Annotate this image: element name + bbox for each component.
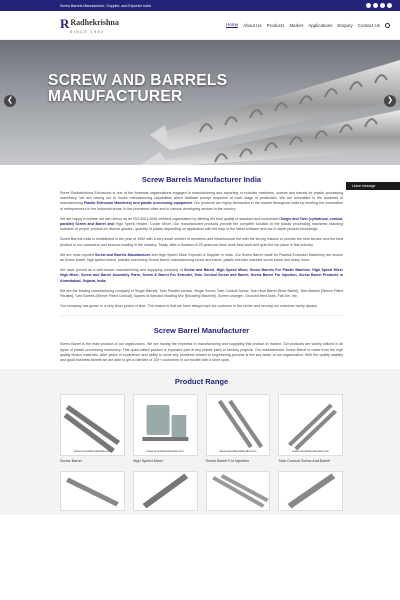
logo-since: SINCE 1992: [70, 29, 105, 34]
search-icon[interactable]: [385, 23, 390, 28]
logo-text: Radhekrishna: [70, 18, 119, 27]
intro-p2-bold[interactable]: Single and Twin (cylindrical, conical, parallel) Screw and Barrel and: [60, 216, 344, 227]
tagline: Screw Barrels Manufacturer, Supplier, and Exporter India: [60, 3, 151, 8]
product-card[interactable]: [278, 394, 343, 463]
product-card[interactable]: [133, 394, 198, 463]
leave-message-button[interactable]: Leave message: [346, 182, 400, 190]
product-image[interactable]: [60, 471, 125, 511]
intro-p2: We are happy to initiate our own venue as an ISO 9001:2008 certified organization by offering the best quality of standard and customized: [60, 216, 280, 221]
product-card[interactable]: [133, 471, 198, 511]
logo[interactable]: [60, 17, 119, 34]
product-image[interactable]: [206, 471, 271, 511]
product-card[interactable]: [60, 471, 125, 511]
product-name[interactable]: High Speed Mixer: [132, 459, 163, 464]
manufacturer-paragraph: Screw Barrel is the main product of our organization. We are having the expertise in manufacturing and supplying this product in market. Our products are widely utilized in all types of plastic processing machinery. This quick-witted product is expected part of any plastic plant or turnkey projects. Our manufactured Screw Barrel is made from the high quality Mosco materials. After years of experience and ability to solve any problems related to engineering process is the key factor of our organization. With the quality stability and good business beliefs we are able to get a clientele of 100+ customers in our bucket with a short span.: [60, 342, 343, 363]
product-image[interactable]: [278, 394, 343, 456]
top-bar: [0, 0, 400, 11]
social-links: [366, 3, 392, 8]
intro-section: [0, 175, 400, 363]
intro-paragraph: [60, 253, 343, 263]
product-image[interactable]: [60, 394, 125, 456]
nav-products[interactable]: Products: [266, 22, 285, 28]
intro-paragraph: [60, 268, 343, 284]
nav-home[interactable]: Home: [226, 22, 239, 27]
divider: [60, 315, 343, 316]
slider-prev-icon[interactable]: ❮: [4, 95, 16, 107]
product-card[interactable]: [206, 394, 271, 463]
product-watermark: www.screwbarrelsindia.com: [219, 449, 257, 454]
nav-contact[interactable]: Contact Us: [357, 22, 380, 28]
product-image[interactable]: [133, 394, 198, 456]
hero-title-line2: MANUFACTURER: [48, 88, 183, 106]
nav-enquiry[interactable]: Enquiry: [337, 22, 353, 28]
intro-title: Screw Barrels Manufacturer India: [141, 175, 262, 184]
product-card[interactable]: [60, 394, 125, 463]
intro-p4-end: and High Speed Mixer Exporter & Supplier in India. Our Screw Barrel made for Plastics Extrusion Machinery are known as Screw barrel, high speed mixers, plastics machinery Screw Barrel, manufacturing screw and barrel, plastic extruder machine screw barrel and many more.: [60, 252, 344, 263]
intro-p5: We have proved as a well-known manufacturing and supplying company of: [60, 268, 183, 273]
product-image[interactable]: [278, 471, 343, 511]
nav-market[interactable]: Market: [289, 22, 304, 28]
hero-title-line1: SCREW AND BARRELS: [48, 72, 228, 89]
main-nav: [226, 22, 390, 28]
intro-paragraph: Screw Barrels India is established in the year of 1992 with a very small number of members and infrastructure but with the strong mission to provide the best service and the best product to our customers and become leading in the industry. Today, after a duration of 25 years we have done best work and grab the top place in this industry.: [60, 237, 343, 247]
hero-banner: [0, 40, 400, 165]
slider-next-icon[interactable]: ❯: [384, 95, 396, 107]
hero-title: [48, 73, 227, 106]
nav-applications[interactable]: Applications: [308, 22, 333, 28]
facebook-icon[interactable]: [366, 3, 371, 8]
site-header: [0, 11, 400, 40]
product-image[interactable]: [133, 471, 198, 511]
intro-p4: We are most reputed: [60, 252, 94, 257]
product-name[interactable]: Screw Barrel: [60, 459, 82, 464]
product-card[interactable]: [206, 471, 271, 511]
intro-p1: Shree Radhekrishna Extrusions is one of the foremost organizations engaged in manufacturing and exporting of extruder machines, screws and barrels for plastic processing machinery. We are having our in house manufacturing capabilities which facilitate prompt response at each stage of production. We are committed in the business of manufacturing: [60, 191, 343, 206]
linkedin-icon[interactable]: [380, 3, 385, 8]
intro-paragraph: Our company has grown in a very short period of time. The reason is that we have always kept our customer in the center and serving our customer nicely always.: [60, 304, 318, 309]
product-grid-row2: [60, 471, 343, 511]
product-grid: [60, 394, 343, 463]
intro-p5-bold[interactable]: Screw and Barrel, High Speed Mixer, Screw Barrels For Plastic Machine, High Speed Mixer High Mixer, Screw and Barrel Assembly Parts, Screw & Barrel For Extruder, Twin Conical Screw and Barrel, Screw Barrel For Injection, Screw Barrel Products in Ahmedabad, Gujarat, India.: [60, 268, 343, 283]
intro-p4-bold[interactable]: Screw and Barrels Manufacturer: [94, 252, 151, 257]
youtube-icon[interactable]: [387, 3, 392, 8]
product-watermark: www.screwbarrelsindia.com: [146, 449, 184, 454]
intro-p1-end: Our products are highly demanded in the market throughout India by meeting the necessities of entrepreneurs in the industrial areas, in the prominent cities and in various developing sectors in the country.: [60, 201, 344, 211]
nav-about[interactable]: About Us: [243, 22, 262, 28]
product-watermark: www.screwbarrelsindia.com: [73, 449, 111, 454]
product-name[interactable]: Screw Barrel For Injection: [205, 459, 250, 464]
product-name[interactable]: Twin Conical Screw And Barrel: [278, 459, 331, 464]
intro-p1-bold[interactable]: Plastic Extrusion Machinery and plastic processing equipment.: [83, 201, 193, 206]
intro-paragraph: [60, 217, 343, 233]
product-range-section: [0, 369, 400, 515]
intro-p2-end: High Speed Heater- Cooler Mixer. Our manufactured products provide the complete solution to the plastic processing machines including selection of proper product for diverse grades / quantity of plastic depending on application with the help of the latest software and our in depth product knowledge.: [60, 222, 344, 232]
twitter-icon[interactable]: [373, 3, 378, 8]
product-card[interactable]: [278, 471, 343, 511]
intro-paragraph: [60, 191, 343, 212]
product-watermark: www.screwbarrelsindia.com: [292, 449, 330, 454]
intro-paragraph: We are the leading manufacturing company of Single Barrels, Twin Parallel screws, Single Screw, Twin Conical Screw, Twin Hole Barrel [Rear Barrel], Twin Barrels [Sleeve Fitted Parallel], Twin Barrels [Sleeve Fitted Conical], Spares of Injection Molding M/c [Moulding Machine], Screen changer, Grooved feed bush, Flat Die, etc.: [60, 288, 343, 299]
product-range-title: Product Range: [174, 377, 229, 387]
product-image[interactable]: [206, 394, 271, 456]
manufacturer-title: Screw Barrel Manufacturer: [153, 326, 250, 336]
logo-mark: R: [60, 15, 70, 31]
